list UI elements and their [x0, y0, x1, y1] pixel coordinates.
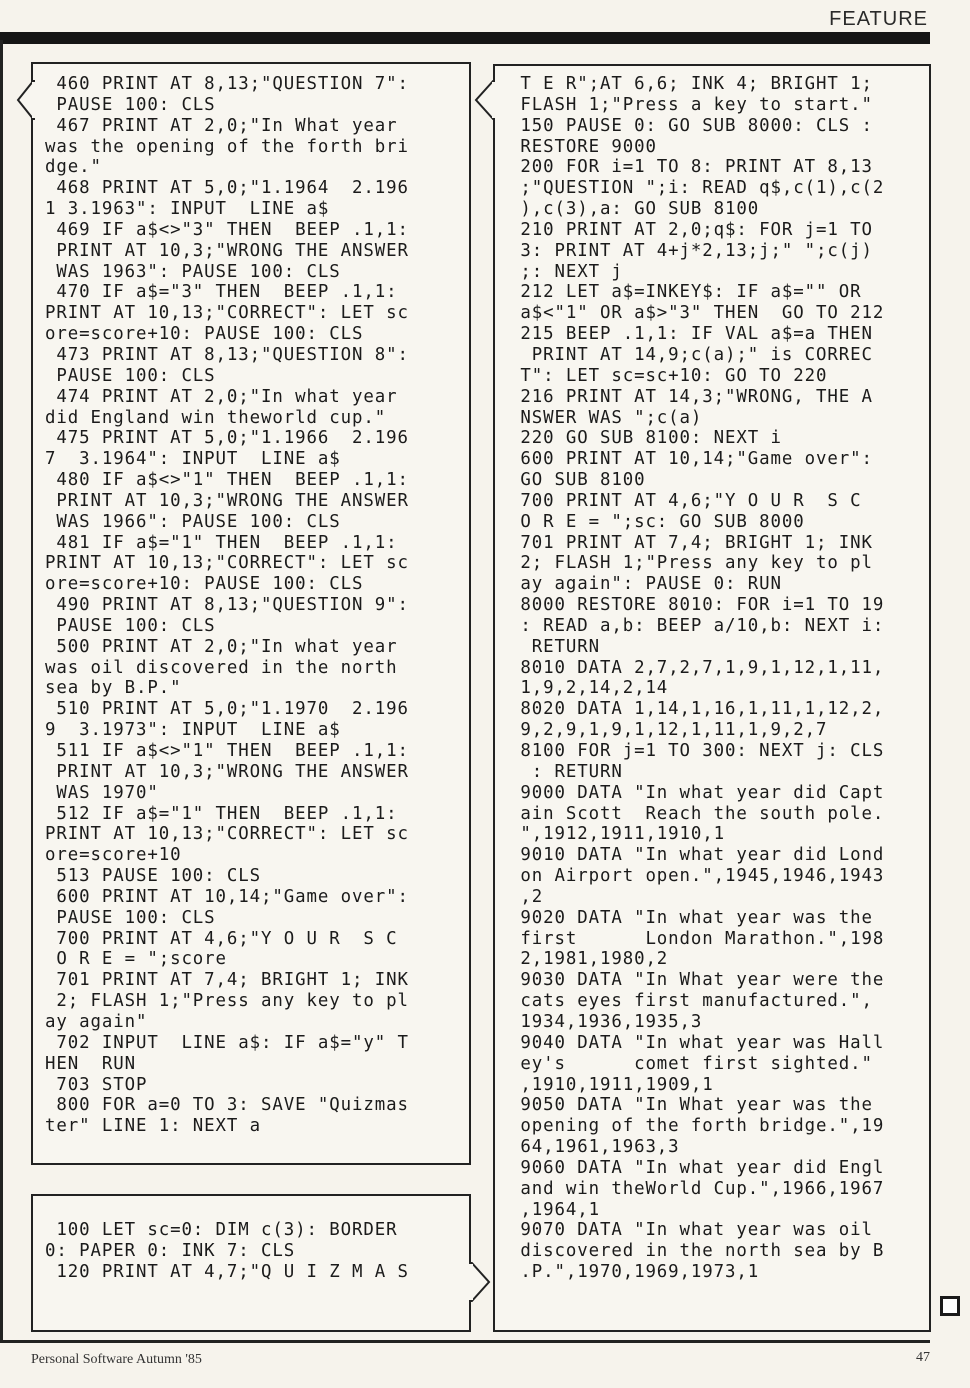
continue-arrow-bottom-icon [469, 1262, 491, 1302]
listing-panel-left-top [31, 62, 471, 1165]
listing-text-right: T E R";AT 6,6; INK 4; BRIGHT 1; FLASH 1;"Press a key to start." 150 PAUSE 0: GO SUB 8000: CLS : RESTORE 9000 200 FOR i=1 TO 8: PRINT AT 8,13 ;"QUESTION ";i: READ q$,c(1),c(2 ),c(3),a: GO SUB 8100 210 PRINT AT 2,0;q$: FOR j=1 TO 3: PRINT AT 4+j*2,13;j;" ";c(j) ;: NEXT j 212 LET a$=INKEY$: IF a$="" OR a$<"1" OR a$>"3" THEN GO TO 212 215 BEEP .1,1: IF VAL a$=a THEN PRINT AT 14,9;c(a);" is CORREC T": LET sc=sc+10: GO TO 220 216 PRINT AT 14,3;"WRONG, THE A NSWER WAS ";c(a) 220 GO SUB 8100: NEXT i 600 PRINT AT 10,14;"Game over": GO SUB 8100 700 PRINT AT 4,6;"Y O U R S C O R E = ";sc: GO SUB 8000 701 PRINT AT 7,4; BRIGHT 1; INK 2; FLASH 1;"Press any key to pl ay again": PAUSE 0: RUN 8000 RESTORE 8010: FOR i=1 TO 19 : READ a,b: BEEP a/10,b: NEXT i: RETURN 8010 DATA 2,7,2,7,1,9,1,12,1,11, 1,9,2,14,2,14 8020 DATA 1,14,1,16,1,11,1,12,2, 9,2,9,1,9,1,12,1,11,1,9,2,7 8100 FOR j=1 TO 300: NEXT j: CLS : RETURN 9000 DATA "In what year did Capt ain Scott Reach the south pole. ",1912,1911,1910,1 9010 DATA "In what year did Lond on Airport open.",1945,1946,1943 ,2 9020 DATA "In what year was the first London Marathon.",198 2,1981,1980,2 9030 DATA "In What year were the cats eyes first manufactured.", 1934,1936,1935,3 9040 DATA "In what year was Hall ey's comet first sighted." ,1910,1911,1909,1 9050 DATA "In What year was the opening of the forth bridge.",19 64,1961,1963,3 9060 DATA "In what year did Engl and win theWorld Cup.",1966,1967 ,1964,1 9070 DATA "In what year was oil discovered in the north sea by B .P.",1970,1969,1973,1 [520, 74, 885, 1283]
end-square-icon [940, 1296, 960, 1316]
footer-publication: Personal Software Autumn '85 [31, 1352, 202, 1367]
left-margin-rule [0, 40, 3, 1340]
listing-panel-right [493, 64, 931, 1332]
bottom-rule [0, 1340, 930, 1343]
listing-panel-left-bottom [31, 1194, 471, 1332]
page-number: 47 [916, 1350, 930, 1365]
top-rule [0, 32, 930, 44]
listing-text-left-top: 460 PRINT AT 8,13;"QUESTION 7": PAUSE 100: CLS 467 PRINT AT 2,0;"In What year was the opening of the forth bri dge." 468 PRINT AT 5,0;"1.1964 2.196 1 3.1963": INPUT LINE a$ 469 IF a$<>"3" THEN BEEP .1,1: PRINT AT 10,3;"WRONG THE ANSWER WAS 1963": PAUSE 100: CLS 470 IF a$="3" THEN BEEP .1,1: PRINT AT 10,13;"CORRECT": LET sc ore=score+10: PAUSE 100: CLS 473 PRINT AT 8,13;"QUESTION 8": PAUSE 100: CLS 474 PRINT AT 2,0;"In what year did England win theworld cup." 475 PRINT AT 5,0;"1.1966 2.196 7 3.1964": INPUT LINE a$ 480 IF a$<>"1" THEN BEEP .1,1: PRINT AT 10,3;"WRONG THE ANSWER WAS 1966": PAUSE 100: CLS 481 IF a$="1" THEN BEEP .1,1: PRINT AT 10,13;"CORRECT": LET sc ore=score+10: PAUSE 100: CLS 490 PRINT AT 8,13;"QUESTION 9": PAUSE 100: CLS 500 PRINT AT 2,0;"In what year was oil discovered in the north sea by B.P." 510 PRINT AT 5,0;"1.1970 2.196 9 3.1973": INPUT LINE a$ 511 IF a$<>"1" THEN BEEP .1,1: PRINT AT 10,3;"WRONG THE ANSWER WAS 1970" 512 IF a$="1" THEN BEEP .1,1: PRINT AT 10,13;"CORRECT": LET sc ore=score+10 513 PAUSE 100: CLS 600 PRINT AT 10,14;"Game over": PAUSE 100: CLS 700 PRINT AT 4,6;"Y O U R S C O R E = ";score 701 PRINT AT 7,4; BRIGHT 1; INK 2; FLASH 1;"Press any key to pl ay again" 702 INPUT LINE a$: IF a$="y" T HEN RUN 703 STOP 800 FOR a=0 TO 3: SAVE "Quizmas ter" LINE 1: NEXT a [45, 74, 409, 1137]
listing-text-left-bottom: 100 LET sc=0: DIM c(3): BORDER 0: PAPER 0: INK 7: CLS 120 PRINT AT 4,7;"Q U I Z M A S [45, 1220, 409, 1282]
section-label: FEATURE [829, 8, 928, 30]
continue-arrow-right-panel-icon [474, 80, 496, 120]
continue-arrow-left-icon [16, 80, 36, 120]
